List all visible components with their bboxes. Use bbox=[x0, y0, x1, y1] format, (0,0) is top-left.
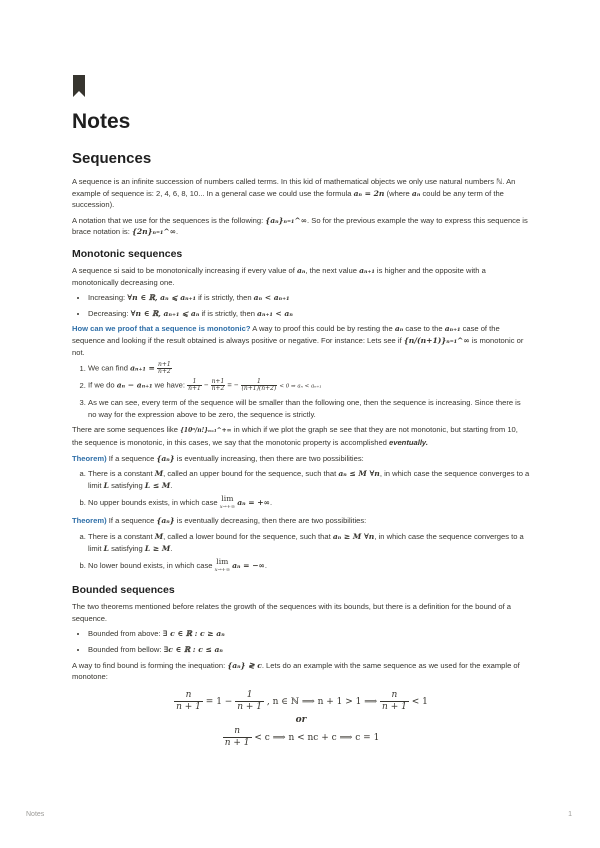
theorem-increasing-cases bbox=[72, 468, 530, 511]
paragraph-bound-example: A way to find bound is forming the inequation: {aₙ} ≷ c. Lets do an example with the same sequence as we used for the example of monotone: bbox=[72, 660, 520, 682]
heading-bounded-sequences: Bounded sequences bbox=[72, 584, 175, 597]
theorem-decreasing-cases bbox=[72, 531, 530, 574]
equation-block bbox=[72, 689, 530, 751]
heading-monotonic-sequences: Monotonic sequences bbox=[72, 247, 183, 260]
monotonic-bullet-list bbox=[72, 292, 530, 319]
list-item-lower-bound: a. There is a constant M, called a lower bound for the sequence, such that aₙ ≥ M ∀n, in which case the sequence converges to a limit L satisfying L ≥ M. bbox=[88, 531, 530, 554]
list-item-step-1: 1. We can find aₙ₊₁ = $\frac{n+1}{n+2}$ bbox=[88, 362, 530, 375]
bounded-bullet-list bbox=[72, 628, 530, 655]
theorem-decreasing: Theorem) If a sequence {aₙ} is eventually decreasing, then there are two possibilities: bbox=[72, 516, 367, 526]
theorem-increasing: Theorem) If a sequence {aₙ} is eventually increasing, then there are two possibilities: bbox=[72, 453, 364, 463]
list-item-upper-bound: a. There is a constant M, called an upper bound for the sequence, such that aₙ ≤ M ∀n, in which case the sequence converges to a limit L satisfying L ≤ M. bbox=[88, 468, 530, 491]
list-item-no-upper-bound: b. No upper bounds exists, in which case lim x→+∞ aₙ = +∞. bbox=[88, 495, 530, 511]
equation-line-2: $\frac{n}{n + 1}$ < c ⟹ n < nc + c ⟹ c = 1 bbox=[224, 725, 380, 748]
paragraph-eventually-monotonic: There are some sequences like {10ⁿ/n!}ₙ₌₁^+∞ in which if we plot the graph se see that they are not monotonic, but starting from 10, the sequence is monotonic, in this cases, we say that the monotonic property is accomplished eventually. bbox=[72, 425, 518, 447]
proof-question: How can we proof that a sequence is monotonic? bbox=[72, 324, 251, 334]
paragraph-monotonic-definition: A sequence si said to be monotonically increasing if every value of aₙ, the next value aₙ₊₁ is higher and the opposite with a monotonically decreasing one. bbox=[72, 265, 486, 287]
list-item-step-3: 3. As we can see, every term of the sequence will be smaller than the following one, then the sequence is increasing. Since there is no way for the expression above to be zero, the sequence is strictly. bbox=[88, 397, 530, 420]
footer-title: Notes bbox=[26, 811, 45, 818]
list-item-increasing: • Increasing: ∀n ∈ ℝ, aₙ ⩽ aₙ₊₁ if is strictly, then aₙ < aₙ₊₁ bbox=[88, 292, 530, 304]
bookmark-icon bbox=[72, 74, 86, 98]
equation-line-1: $\frac{n}{n + 1}$ = 1 − $\frac{1}{n + 1}$ , n ∈ ℕ ⟹ n + 1 > 1 ⟹ $\frac{n}{n + 1}$ < 1 bbox=[176, 689, 428, 712]
paragraph-sequence-notation: A notation that we use for the sequences is the following: {aₙ}ₙ₌₁^∞. So for the previous example the way to express this sequence is brace notation is: {2n}ₙ₌₁^∞. bbox=[72, 215, 528, 237]
page-number: 1 bbox=[568, 811, 572, 818]
paragraph-bounded-intro: The two theorems mentioned before relates the growth of the sequences with its bounds, but there is a definition for the bound of a sequence. bbox=[72, 602, 512, 623]
list-item-no-lower-bound: b. No lower bound exists, in which case lim x→+∞ aₙ = −∞. bbox=[88, 558, 530, 574]
list-item-bounded-below: • Bounded from bellow: ∃c ∈ ℝ : c ≤ aₙ bbox=[88, 644, 530, 656]
list-item-step-2: 2. If we do aₙ − aₙ₊₁ we have: $\frac{1}{n+1}$ − $\frac{n+1}{n+2}$ = − $\frac{1}{(n+1)(n+2)}$ < 0 ⇒ aₙ < aₙ₊₁ bbox=[88, 379, 530, 393]
paragraph-sequence-definition: A sequence is an infinite succession of numbers called terms. In this kid of mathematical objects we only use natural numbers ℕ. An example of sequence is: 2, 4, 6, 8, 10... In a general case we could use the formula aₙ = 2n (where aₙ could be any term of the succession). bbox=[72, 177, 516, 210]
page-title: Notes bbox=[72, 110, 131, 133]
list-item-decreasing: • Decreasing: ∀n ∈ ℝ, aₙ₊₁ ⩽ aₙ if is strictly, then aₙ₊₁ < aₙ bbox=[88, 308, 530, 320]
paragraph-proof-monotonic: How can we proof that a sequence is monotonic? A way to proof this could be by resting the aₙ case to the aₙ₊₁ case of the sequence and looking if the result obtained is always positive or negative. For instance: Lets see if {n/(n+1)}ₙ₌₁^∞ is monotonic or not. bbox=[72, 324, 524, 357]
proof-steps-list bbox=[72, 362, 530, 420]
page-content bbox=[72, 74, 530, 751]
equation-or: or bbox=[295, 714, 307, 725]
heading-sequences: Sequences bbox=[72, 150, 152, 167]
list-item-bounded-above: • Bounded from above: ∃ c ∈ ℝ : c ≥ aₙ bbox=[88, 628, 530, 640]
